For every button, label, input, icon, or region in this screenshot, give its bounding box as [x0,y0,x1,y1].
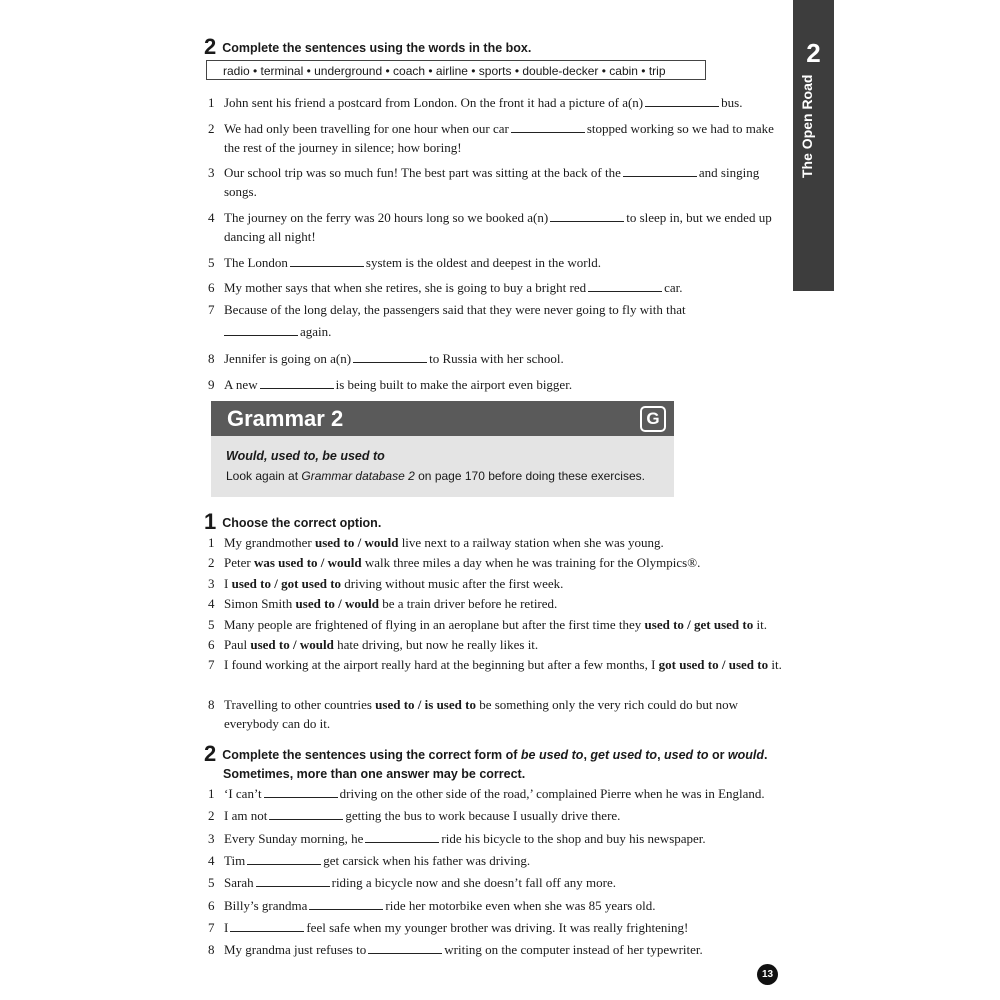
answer-blank[interactable] [368,942,442,954]
list-item: 5 Sarah riding a bicycle now and she doesn’t fall off any more. [208,875,616,890]
item-number: 3 [208,831,215,846]
list-item: 5 Many people are frightened of flying in an aeroplane but after the first time they used to / get used to it. [208,617,767,632]
item-text: Jennifer is going on a(n) [224,351,352,366]
exercise-instruction: Choose the correct option. [222,516,382,530]
list-item [208,163,788,201]
exercise-number: 2 [204,741,217,766]
item-text: We had only been travelling for one hour when our car [224,121,509,136]
item-number: 5 [208,875,215,890]
list-item: 2 I am not getting the bus to work because I usually drive there. [208,808,621,823]
item-text: John sent his friend a postcard from London. On the front it had a picture of a(n) [224,95,644,110]
unit-number: 2 [806,38,821,68]
answer-blank[interactable] [290,255,364,267]
answer-blank[interactable] [588,280,662,292]
grammar-subtitle: Would, used to, be used to [226,449,385,463]
grammar-reference: Look again at Grammar database 2 on page 170 before doing these exercises. [226,469,645,483]
item-number: 8 [208,942,215,957]
list-item [208,208,788,246]
answer-blank[interactable] [353,351,427,363]
list-item [208,93,788,112]
list-item: 4 Simon Smith used to / would be a train driver before he retired. [208,596,558,611]
item-number: 8 [208,351,215,366]
item-text: Our school trip was so much fun! The best part was sitting at the back of the [224,165,621,180]
list-item: 7 I feel safe when my younger brother was driving. It was really frightening! [208,920,689,935]
answer-blank[interactable] [365,831,439,843]
item-number: 9 [208,377,215,392]
item-text: stopped working so we had to make the rest of the journey in silence; how boring! [224,121,774,155]
item-text: My mother says that when she retires, she is going to buy a bright red [224,280,587,295]
answer-blank[interactable] [550,210,624,222]
list-item: 2 Peter was used to / would walk three miles a day when he was training for the Olympics®. [208,555,701,570]
exercise-number: 2 [204,34,217,59]
answer-blank[interactable] [224,324,298,336]
item-text: again. [300,324,332,339]
unit-title: The Open Road [799,74,815,178]
list-item [208,119,788,157]
grammar-g-icon: G [640,406,666,432]
list-item: 6 Billy’s grandma ride her motorbike even when she was 85 years old. [208,898,656,913]
item-text: system is the oldest and deepest in the world. [365,255,601,270]
list-item: 3 Every Sunday morning, he ride his bicycle to the shop and buy his newspaper. [208,831,706,846]
grammar-title-bar [211,401,674,436]
list-item: 8 My grandma just refuses to writing on the computer instead of her typewriter. [208,942,703,957]
option-choice[interactable]: used to / is used to [375,697,476,712]
item-number: 1 [208,95,215,110]
item-number: 6 [208,637,215,652]
unit-side-tab [793,0,834,291]
list-item: 1 ‘I can’t driving on the other side of the road,’ complained Pierre when he was in England. [208,786,765,801]
item-number: 5 [208,255,215,270]
option-choice[interactable]: used to / get used to [644,617,754,632]
option-choice[interactable]: used to / got used to [231,576,342,591]
answer-blank[interactable] [260,377,334,389]
item-number: 4 [208,596,215,611]
item-number: 3 [208,165,215,180]
item-number: 4 [208,853,215,868]
answer-blank[interactable] [645,95,719,107]
option-choice[interactable]: used to / would [295,596,379,611]
item-number: 2 [208,808,215,823]
item-text: to sleep in, but we ended up dancing all night! [224,210,772,244]
list-item: 6 Paul used to / would hate driving, but now he really likes it. [208,637,539,652]
answer-blank[interactable] [256,875,330,887]
list-item: 1 My grandmother used to / would live next to a railway station when she was young. [208,535,664,550]
page-number: 13 [757,964,778,985]
answer-blank[interactable] [264,786,338,798]
answer-blank[interactable] [511,121,585,133]
item-number: 7 [208,920,215,935]
item-number: 7 [208,302,215,317]
answer-blank[interactable] [230,920,304,932]
item-number: 3 [208,576,215,591]
option-choice[interactable]: used to / would [250,637,334,652]
list-item: 4 Tim get carsick when his father was driving. [208,853,531,868]
item-number: 4 [208,210,215,225]
word-box: radio • terminal • underground • coach • airline • sports • double-decker • cabin • trip [206,60,706,80]
list-item: 8 Travelling to other countries used to / is used to be something only the very rich could do but now everybody can do it. [208,697,739,731]
list-item [208,375,788,394]
item-text: The London [224,255,288,270]
item-number: 1 [208,786,215,801]
grammar-banner [211,401,674,497]
item-text: A new [224,377,258,392]
item-number: 8 [208,697,215,712]
answer-blank[interactable] [623,165,697,177]
item-text: and singing songs. [224,165,760,199]
exercise-instruction-line2: Sometimes, more than one answer may be correct. [223,767,526,781]
list-item [208,349,788,368]
item-number: 6 [208,280,215,295]
list-item [208,278,788,297]
answer-blank[interactable] [247,853,321,865]
item-number: 2 [208,555,215,570]
item-text: to Russia with her school. [429,351,564,366]
item-number: 6 [208,898,215,913]
item-text: car. [664,280,683,295]
list-item [208,253,788,272]
item-text: Because of the long delay, the passengers said that they were never going to fly with that [224,302,686,317]
item-number: 5 [208,617,215,632]
list-item: 3 I used to / got used to driving without music after the first week. [208,576,564,591]
option-choice[interactable]: got used to / used to [658,657,769,672]
exercise-heading-vocab [204,34,531,60]
item-number: 7 [208,657,215,672]
item-number: 1 [208,535,215,550]
option-choice[interactable]: was used to / would [253,555,362,570]
exercise-number: 1 [204,509,217,534]
option-choice[interactable]: used to / would [314,535,399,550]
exercise-heading-complete: 2 Complete the sentences using the correct form of be used to, get used to, used to or would. Sometimes, more than one answer may be correct. [204,741,768,781]
item-text: is being built to make the airport even bigger. [335,377,573,392]
item-text: The journey on the ferry was 20 hours long so we booked a(n) [224,210,549,225]
exercise-heading-choose [204,509,381,535]
grammar-title: Grammar 2 [227,406,344,431]
exercise-instruction: Complete the sentences using the words in the box. [222,41,532,55]
item-text: bus. [721,95,743,110]
answer-blank[interactable] [309,898,383,910]
list-item [208,300,788,341]
item-number: 2 [208,121,215,136]
list-item: 7 I found working at the airport really hard at the beginning but after a few months, I got used to / used to it. [208,657,782,672]
answer-blank[interactable] [269,808,343,820]
